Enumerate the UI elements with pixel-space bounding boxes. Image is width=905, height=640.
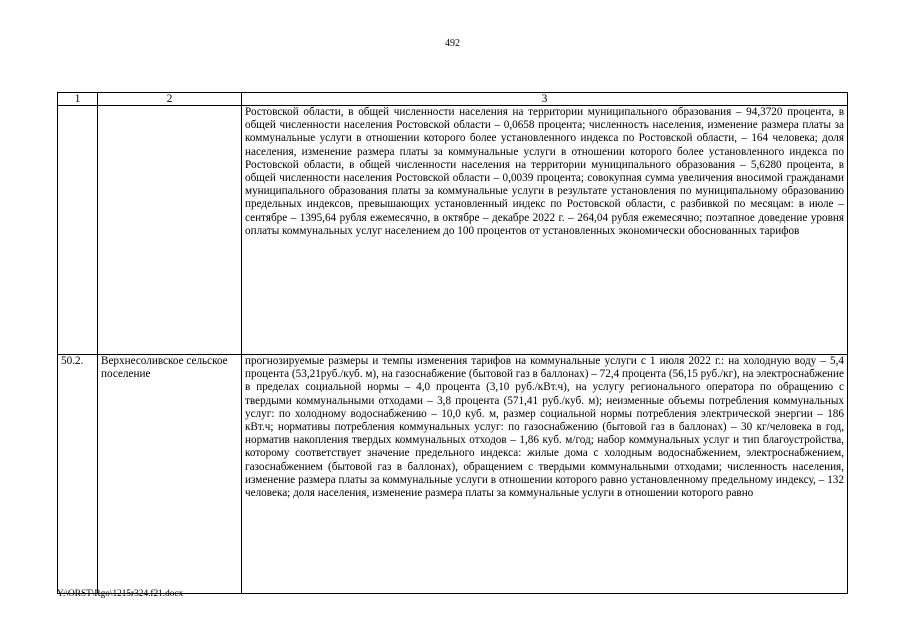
settlement-name <box>98 106 242 355</box>
header-col-3: 3 <box>242 93 848 106</box>
row-number: 50.2. <box>58 355 98 594</box>
row-number <box>58 106 98 355</box>
table-row <box>58 355 848 594</box>
data-table <box>57 92 848 594</box>
row-description: Ростовской области, в общей численности населения на территории муниципального образования – 94,3720 процента, в общей численности населения Ростовской области – 0,0658 процента; численность населения, изменение размера платы за коммунальные услуги в отношении которого более установленного индекса по Ростовской области, – 164 человека; доля населения, изменение размера платы за коммунальные услуги в отношении которого более установленного индекса по Ростовской области, в общей численности населения на территории муниципального образования – 5,6280 процента, в общей численности населения Ростовской области – 0,0039 процента; совокупная сумма увеличения вносимой гражданами муниципального образования платы за коммунальные услуги в результате установления по муниципальному образованию предельных индексов, превышающих установленный индекс по Ростовской области, с разбивкой по месяцам: в июле – сентябре – 1395,64 рубля ежемесячно, в октябре – декабре 2022 г. – 264,04 рубля ежемесячно; поэтапное доведение уровня оплаты коммунальных услуг населением до 100 процентов от установленных экономически обоснованных тарифов <box>242 106 848 355</box>
header-col-1: 1 <box>58 93 98 106</box>
page-number: 492 <box>445 38 460 49</box>
table-header-row <box>58 93 848 106</box>
row-description: прогнозируемые размеры и темпы изменения тарифов на коммунальные услуги с 1 июля 2022 г.: на холодную воду – 5,4 процента (53,21руб./куб. м), на газоснабжение (бытовой газ в баллонах) – 72,4 процента (56,15 руб./кг), на электроснабжение в пределах социальной нормы – 4,0 процента (3,10 руб./кВт.ч), на услугу регионального оператора по обращению с твердыми коммунальными отходами – 3,8 процента (571,41 руб./куб. м); неизменные объемы потребления коммунальных услуг: по холодному водоснабжению – 10,0 куб. м, размер социальной нормы потребления электрической энергии – 186 кВт.ч; нормативы потребления коммунальных услуг: по газоснабжению (бытовой газ в баллонах) – 30 кг/человека в год, норматив накопления твердых коммунальных отходов – 1,86 куб. м/год; набор коммунальных услуг и тип благоустройства, которому соответствует значение предельного индекса: жилые дома с холодным водоснабжением, электроснабжением, газоснабжением (бытовой газ в баллонах), обращением с твердыми коммунальными отходами; численность населения, изменение размера платы за коммунальные услуги в отношении которого равно установленному предельному индексу, – 132 человека; доля населения, изменение размера платы за коммунальные услуги в отношении которого равно <box>242 355 848 594</box>
footer-file-path: Y:\ORST\Rgo\1215r324.f21.docx <box>57 589 184 599</box>
table-row <box>58 106 848 355</box>
settlement-name: Верхнесоливское сельское поселение <box>98 355 242 594</box>
header-col-2: 2 <box>98 93 242 106</box>
